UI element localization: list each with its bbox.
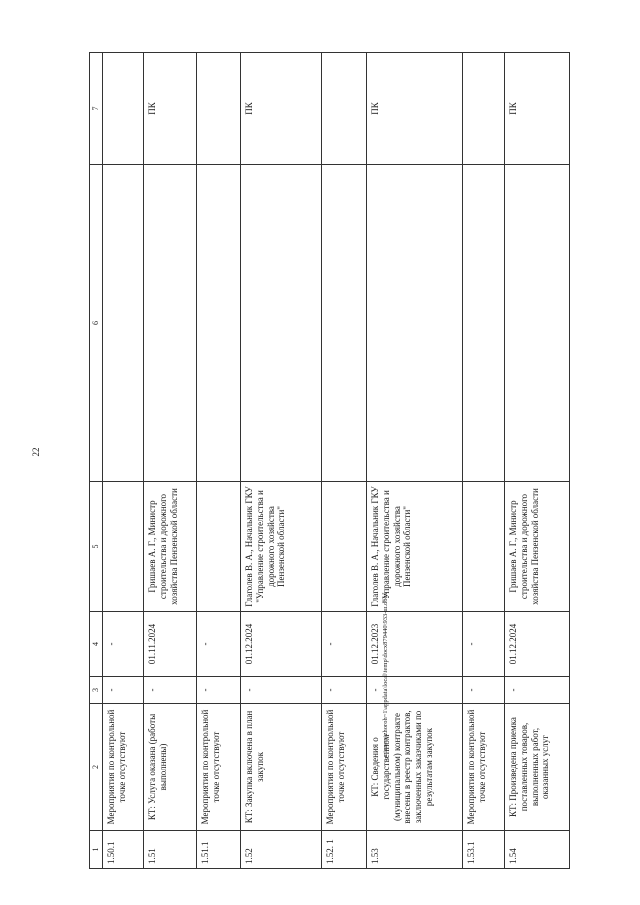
row-col-7 xyxy=(197,53,241,165)
header-col-1: 1 xyxy=(90,831,103,869)
row-title: КТ: Услуга оказана (работы выполнены) xyxy=(144,704,197,831)
row-col-7: ПК xyxy=(505,53,570,165)
row-col-3: - xyxy=(144,677,197,704)
footer-file-path: c:\users\zhoroh~1\appdata\local\temp\docx879440\933-ш.docx xyxy=(382,592,389,757)
row-col-3: - xyxy=(367,677,463,704)
row-number: 1.52. 1 xyxy=(322,831,367,869)
row-date: - xyxy=(197,612,241,677)
row-col-7 xyxy=(463,53,505,165)
row-title: КТ: Закупка включена в план закупок xyxy=(241,704,322,831)
table-row xyxy=(241,53,322,869)
table-row xyxy=(505,53,570,869)
row-title: Мероприятия по контрольной точке отсутствуют xyxy=(463,704,505,831)
row-date: 01.12.2024 xyxy=(241,612,322,677)
row-col-3: - xyxy=(241,677,322,704)
header-col-3: 3 xyxy=(90,677,103,704)
row-number: 1.52 xyxy=(241,831,322,869)
row-number: 1.51 xyxy=(144,831,197,869)
row-responsible xyxy=(103,482,144,612)
row-responsible xyxy=(322,482,367,612)
table xyxy=(89,52,570,869)
row-date: - xyxy=(463,612,505,677)
row-responsible: Гришаев А. Г., Министр строительства и дорожного хозяйства Пензенской области xyxy=(505,482,570,612)
row-responsible: Гришаев А. Г., Министр строительства и дорожного хозяйства Пензенской области xyxy=(144,482,197,612)
page-number: 22 xyxy=(31,447,41,457)
row-col-7: ПК xyxy=(241,53,322,165)
row-number: 1.53.1 xyxy=(463,831,505,869)
row-title: Мероприятия по контрольной точке отсутствуют xyxy=(197,704,241,831)
row-col-6 xyxy=(241,165,322,482)
header-col-4: 4 xyxy=(90,612,103,677)
control-points-table xyxy=(89,53,549,869)
header-col-2: 2 xyxy=(90,704,103,831)
row-date: - xyxy=(103,612,144,677)
row-title: Мероприятия по контрольной точке отсутствуют xyxy=(103,704,144,831)
table-row xyxy=(103,53,144,869)
table-row xyxy=(197,53,241,869)
table-row xyxy=(322,53,367,869)
row-number: 1.53 xyxy=(367,831,463,869)
row-number: 1.51.1 xyxy=(197,831,241,869)
row-col-6 xyxy=(144,165,197,482)
row-col-6 xyxy=(463,165,505,482)
row-col-7 xyxy=(103,53,144,165)
header-col-6: 6 xyxy=(90,165,103,482)
row-date: 01.11.2024 xyxy=(144,612,197,677)
row-number: 1.54 xyxy=(505,831,570,869)
row-col-3: - xyxy=(103,677,144,704)
row-col-3: - xyxy=(463,677,505,704)
row-col-3: - xyxy=(322,677,367,704)
row-col-3: - xyxy=(505,677,570,704)
header-row xyxy=(90,53,103,869)
row-responsible xyxy=(463,482,505,612)
row-responsible xyxy=(197,482,241,612)
row-col-7: ПК xyxy=(144,53,197,165)
row-responsible: Глаголев В. А., Начальник ГКУ "Управление строительства и дорожного хозяйства Пензенской области" xyxy=(241,482,322,612)
row-col-6 xyxy=(197,165,241,482)
row-col-6 xyxy=(103,165,144,482)
row-date: 01.12.2023 xyxy=(367,612,463,677)
row-title: Мероприятия по контрольной точке отсутствуют xyxy=(322,704,367,831)
header-col-5: 5 xyxy=(90,482,103,612)
row-date: 01.12.2024 xyxy=(505,612,570,677)
table-row xyxy=(144,53,197,869)
table-row xyxy=(463,53,505,869)
row-title: КТ: Произведена приемка поставленных товаров, выполненных работ, оказанных услуг xyxy=(505,704,570,831)
row-col-3: - xyxy=(197,677,241,704)
row-col-6 xyxy=(322,165,367,482)
row-number: 1.50.1 xyxy=(103,831,144,869)
row-col-7 xyxy=(322,53,367,165)
row-title: КТ: Сведения о государственном (муниципальном) контракте внесены в реестр контрактов, заключенных заказчиками по результатам закупок xyxy=(367,704,463,831)
row-col-7: ПК xyxy=(367,53,463,165)
row-col-6 xyxy=(505,165,570,482)
row-responsible: Глаголев В. А., Начальник ГКУ "Управление строительства и дорожного хозяйства Пензенской области" xyxy=(367,482,463,612)
header-col-7: 7 xyxy=(90,53,103,165)
row-date: - xyxy=(322,612,367,677)
